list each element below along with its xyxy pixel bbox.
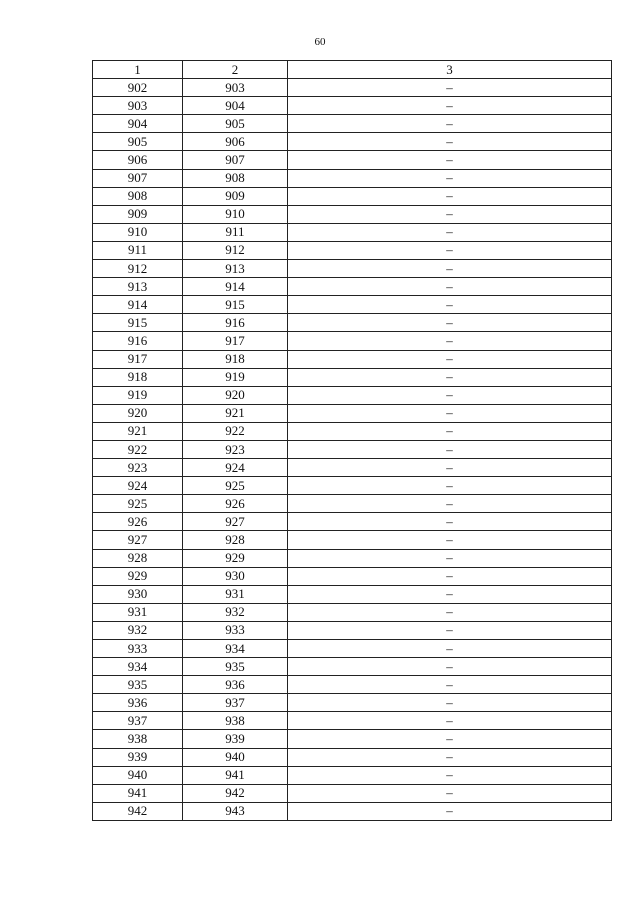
table-cell-col-1: 920 <box>93 404 183 422</box>
table-cell-col-2: 908 <box>183 169 288 187</box>
table-cell-col-3: – <box>288 640 612 658</box>
table-cell-col-1: 929 <box>93 567 183 585</box>
table-cell-col-1: 927 <box>93 531 183 549</box>
table-cell-col-3: – <box>288 676 612 694</box>
table-cell-col-3: – <box>288 422 612 440</box>
table-cell-col-2: 925 <box>183 477 288 495</box>
table-row <box>93 603 612 621</box>
table-cell-col-1: 914 <box>93 296 183 314</box>
table-cell-col-1: 942 <box>93 802 183 820</box>
table-row <box>93 187 612 205</box>
table-cell-col-2: 926 <box>183 495 288 513</box>
table-cell-col-1: 933 <box>93 640 183 658</box>
table-cell-col-3: – <box>288 513 612 531</box>
table-cell-col-1: 916 <box>93 332 183 350</box>
table-cell-col-3: – <box>288 133 612 151</box>
table-cell-col-1: 910 <box>93 223 183 241</box>
table-cell-col-1: 903 <box>93 97 183 115</box>
table-row <box>93 332 612 350</box>
table-cell-col-1: 939 <box>93 748 183 766</box>
page-number: 60 <box>314 36 326 48</box>
table-row <box>93 169 612 187</box>
table-cell-col-2: 903 <box>183 79 288 97</box>
table-cell-col-2: 940 <box>183 748 288 766</box>
table-cell-col-1: 921 <box>93 422 183 440</box>
table-cell-col-2: 936 <box>183 676 288 694</box>
table-cell-col-2: 942 <box>183 784 288 802</box>
table-cell-col-2: 914 <box>183 278 288 296</box>
data-table <box>92 60 612 821</box>
table-header-row <box>93 61 612 79</box>
table-row <box>93 567 612 585</box>
table-cell-col-1: 906 <box>93 151 183 169</box>
table-cell-col-2: 917 <box>183 332 288 350</box>
table-cell-col-3: – <box>288 802 612 820</box>
table-cell-col-1: 919 <box>93 386 183 404</box>
table-row <box>93 784 612 802</box>
table-cell-col-1: 928 <box>93 549 183 567</box>
table-cell-col-1: 934 <box>93 658 183 676</box>
table-cell-col-3: – <box>288 205 612 223</box>
table-cell-col-3: – <box>288 386 612 404</box>
table-cell-col-2: 939 <box>183 730 288 748</box>
table-cell-col-2: 910 <box>183 205 288 223</box>
table-cell-col-1: 902 <box>93 79 183 97</box>
table-cell-col-3: – <box>288 459 612 477</box>
table-cell-col-2: 923 <box>183 440 288 458</box>
table-cell-col-3: – <box>288 585 612 603</box>
table-cell-col-3: – <box>288 314 612 332</box>
table-cell-col-2: 920 <box>183 386 288 404</box>
table-cell-col-3: – <box>288 730 612 748</box>
table-row <box>93 495 612 513</box>
table-row <box>93 766 612 784</box>
table-cell-col-3: – <box>288 187 612 205</box>
table-cell-col-2: 905 <box>183 115 288 133</box>
table-cell-col-3: – <box>288 404 612 422</box>
table-cell-col-2: 915 <box>183 296 288 314</box>
table-cell-col-1: 907 <box>93 169 183 187</box>
table-cell-col-1: 937 <box>93 712 183 730</box>
table-cell-col-1: 909 <box>93 205 183 223</box>
table-row <box>93 676 612 694</box>
table-row <box>93 694 612 712</box>
table-cell-col-2: 904 <box>183 97 288 115</box>
table-cell-col-1: 932 <box>93 621 183 639</box>
column-header-2: 2 <box>183 61 288 79</box>
table-row <box>93 513 612 531</box>
table-row <box>93 459 612 477</box>
table-cell-col-1: 922 <box>93 440 183 458</box>
table-cell-col-3: – <box>288 115 612 133</box>
table-cell-col-1: 936 <box>93 694 183 712</box>
table-cell-col-3: – <box>288 260 612 278</box>
table-cell-col-1: 918 <box>93 368 183 386</box>
table-cell-col-1: 938 <box>93 730 183 748</box>
table-row <box>93 296 612 314</box>
table-cell-col-2: 930 <box>183 567 288 585</box>
table-row <box>93 386 612 404</box>
table-cell-col-1: 924 <box>93 477 183 495</box>
table-cell-col-3: – <box>288 531 612 549</box>
column-header-3: 3 <box>288 61 612 79</box>
table-cell-col-3: – <box>288 603 612 621</box>
table-cell-col-3: – <box>288 296 612 314</box>
table-cell-col-2: 909 <box>183 187 288 205</box>
table-row <box>93 241 612 259</box>
table-row <box>93 404 612 422</box>
table-cell-col-3: – <box>288 495 612 513</box>
table-cell-col-3: – <box>288 694 612 712</box>
table-cell-col-1: 913 <box>93 278 183 296</box>
table-row <box>93 440 612 458</box>
table-cell-col-1: 908 <box>93 187 183 205</box>
table-cell-col-1: 912 <box>93 260 183 278</box>
table-cell-col-3: – <box>288 241 612 259</box>
table-row <box>93 748 612 766</box>
table-cell-col-3: – <box>288 368 612 386</box>
table-row <box>93 79 612 97</box>
table-cell-col-3: – <box>288 766 612 784</box>
table-cell-col-1: 904 <box>93 115 183 133</box>
table-cell-col-2: 907 <box>183 151 288 169</box>
table-row <box>93 350 612 368</box>
table-row <box>93 223 612 241</box>
table-cell-col-3: – <box>288 440 612 458</box>
table-cell-col-3: – <box>288 477 612 495</box>
table-cell-col-2: 927 <box>183 513 288 531</box>
table-row <box>93 422 612 440</box>
table-cell-col-2: 931 <box>183 585 288 603</box>
table-cell-col-3: – <box>288 97 612 115</box>
table-cell-col-2: 938 <box>183 712 288 730</box>
table-row <box>93 115 612 133</box>
table-cell-col-3: – <box>288 79 612 97</box>
table-cell-col-3: – <box>288 712 612 730</box>
table-cell-col-1: 923 <box>93 459 183 477</box>
table-cell-col-2: 941 <box>183 766 288 784</box>
table-row <box>93 549 612 567</box>
table-row <box>93 97 612 115</box>
table-row <box>93 260 612 278</box>
table-cell-col-1: 905 <box>93 133 183 151</box>
table-cell-col-1: 935 <box>93 676 183 694</box>
table-body <box>93 79 612 821</box>
table-cell-col-2: 921 <box>183 404 288 422</box>
table-cell-col-1: 917 <box>93 350 183 368</box>
table-cell-col-3: – <box>288 748 612 766</box>
table-cell-col-3: – <box>288 567 612 585</box>
table-cell-col-3: – <box>288 784 612 802</box>
table-row <box>93 658 612 676</box>
table-cell-col-1: 911 <box>93 241 183 259</box>
table-cell-col-3: – <box>288 223 612 241</box>
table-cell-col-1: 930 <box>93 585 183 603</box>
table-row <box>93 531 612 549</box>
table-cell-col-2: 906 <box>183 133 288 151</box>
table-cell-col-3: – <box>288 332 612 350</box>
table-cell-col-3: – <box>288 658 612 676</box>
column-header-1: 1 <box>93 61 183 79</box>
table-cell-col-1: 915 <box>93 314 183 332</box>
table-row <box>93 712 612 730</box>
table-row <box>93 621 612 639</box>
table-cell-col-2: 937 <box>183 694 288 712</box>
table-cell-col-1: 940 <box>93 766 183 784</box>
table-row <box>93 205 612 223</box>
table-cell-col-2: 943 <box>183 802 288 820</box>
table-cell-col-3: – <box>288 350 612 368</box>
table-cell-col-2: 932 <box>183 603 288 621</box>
table-cell-col-1: 925 <box>93 495 183 513</box>
table-cell-col-2: 912 <box>183 241 288 259</box>
table-cell-col-2: 922 <box>183 422 288 440</box>
table-cell-col-3: – <box>288 278 612 296</box>
table-cell-col-3: – <box>288 169 612 187</box>
table-cell-col-3: – <box>288 151 612 169</box>
table-cell-col-2: 916 <box>183 314 288 332</box>
table-cell-col-2: 929 <box>183 549 288 567</box>
table-row <box>93 151 612 169</box>
table-row <box>93 133 612 151</box>
table-cell-col-1: 926 <box>93 513 183 531</box>
table-row <box>93 368 612 386</box>
table-cell-col-2: 911 <box>183 223 288 241</box>
table-row <box>93 477 612 495</box>
table-row <box>93 640 612 658</box>
table-cell-col-2: 918 <box>183 350 288 368</box>
table-cell-col-2: 913 <box>183 260 288 278</box>
table-cell-col-2: 934 <box>183 640 288 658</box>
table-row <box>93 314 612 332</box>
table-row <box>93 585 612 603</box>
table-cell-col-2: 933 <box>183 621 288 639</box>
table-cell-col-2: 919 <box>183 368 288 386</box>
table-cell-col-1: 941 <box>93 784 183 802</box>
table-row <box>93 730 612 748</box>
table-cell-col-2: 924 <box>183 459 288 477</box>
table-row <box>93 278 612 296</box>
table-row <box>93 802 612 820</box>
table-cell-col-2: 928 <box>183 531 288 549</box>
table-cell-col-3: – <box>288 621 612 639</box>
table-cell-col-2: 935 <box>183 658 288 676</box>
table-cell-col-3: – <box>288 549 612 567</box>
table-cell-col-1: 931 <box>93 603 183 621</box>
